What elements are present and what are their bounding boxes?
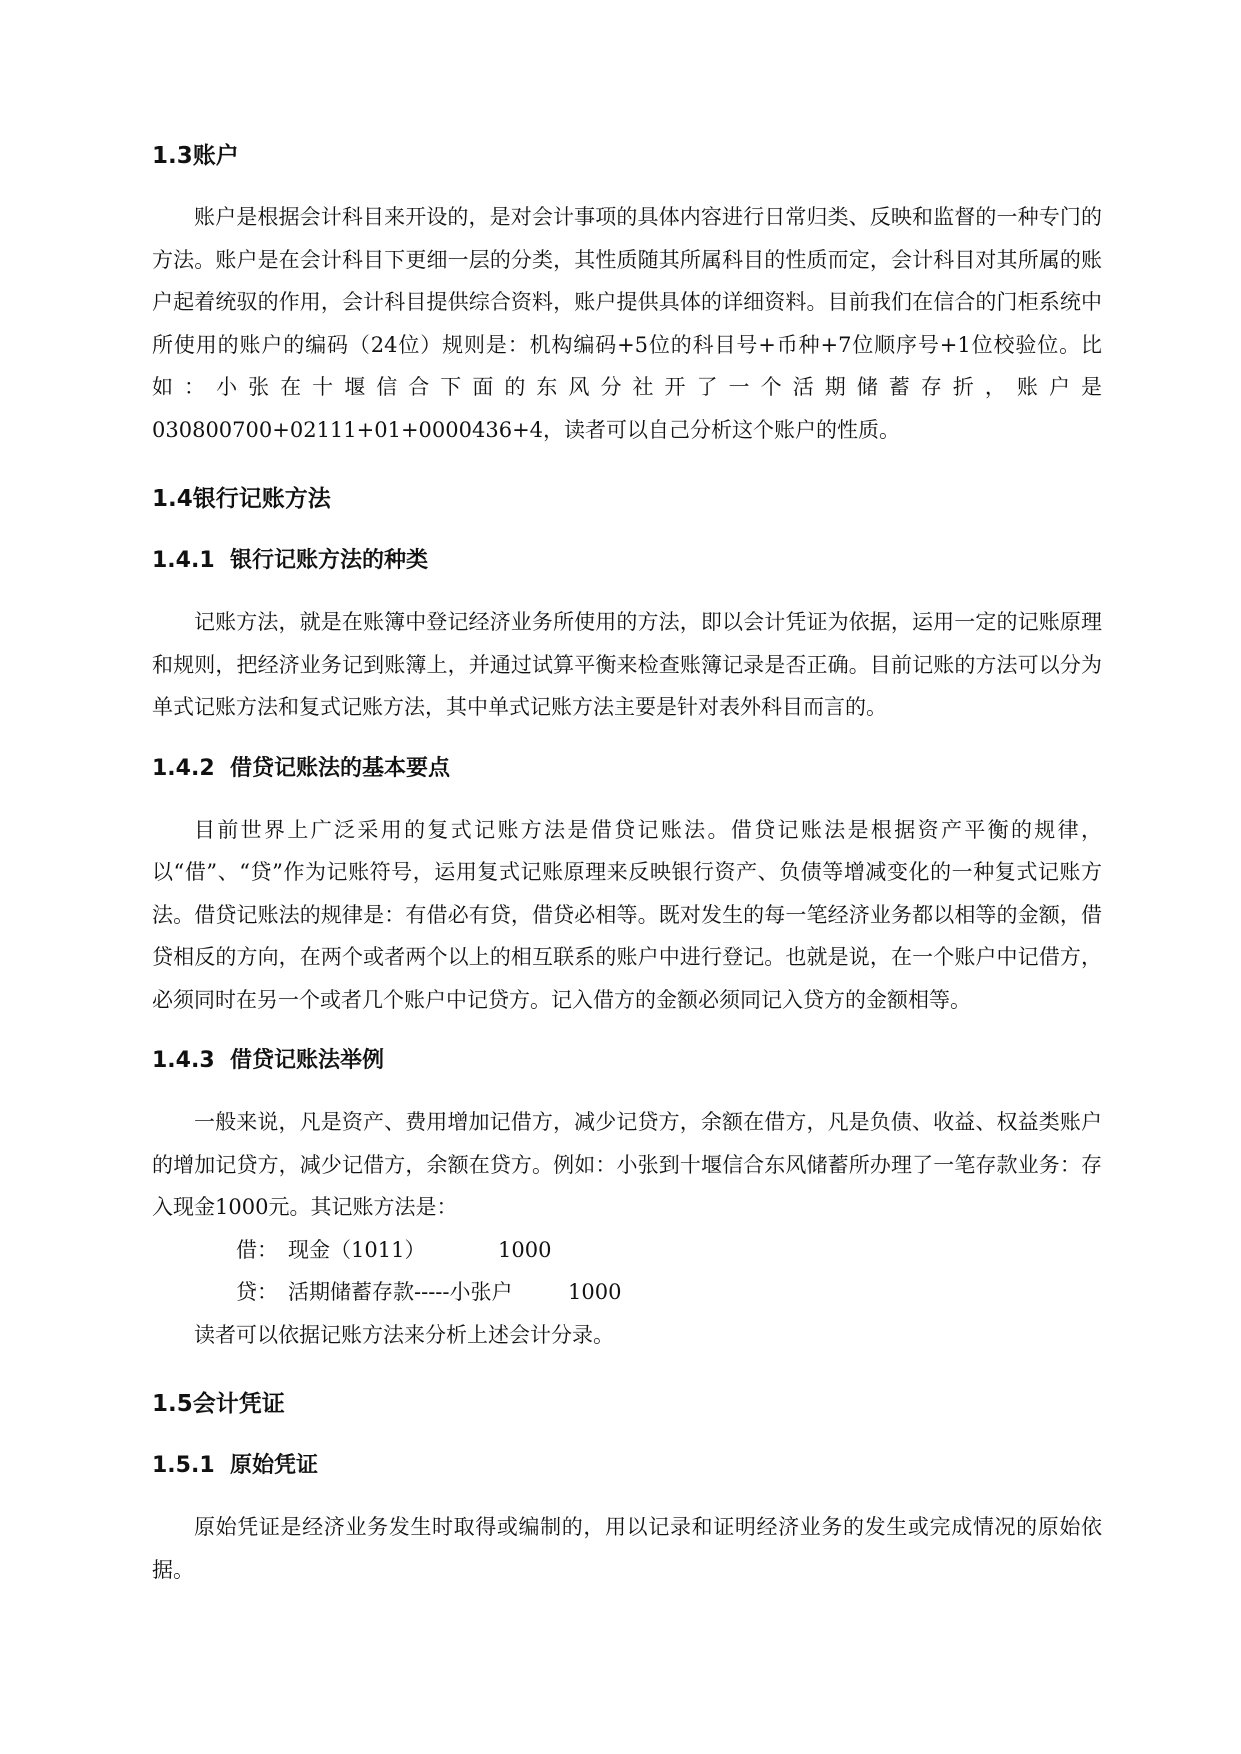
heading-1-4-2	[152, 755, 1102, 783]
heading-number: 1.4.2	[152, 755, 215, 781]
entry-account: 活期储蓄存款-----小张户	[288, 1280, 513, 1304]
heading-text: 借贷记账法的基本要点	[230, 755, 451, 781]
paragraph-accounts: 账户是根据会计科目来开设的，是对会计事项的具体内容进行日常归类、反映和监督的一种专门的方法。账户是在会计科目下更细一层的分类，其性质随其所属科目的性质而定，会计科目对其所属的账户起着统驭的作用，会计科目提供综合资料，账户提供具体的详细资料。目前我们在信合的门柜系统中所使用的账户的编码（24位）规则是：机构编码+5位的科目号+币种+7位顺序号+1位校验位。比如：小张在十堰信合下面的东风分社开了一个活期储蓄存折，账户是030800700+02111+01+0000436+4，读者可以自己分析这个账户的性质。	[152, 205, 1102, 442]
heading-number: 1.4.1	[152, 548, 215, 573]
heading-1-4-1	[152, 547, 1102, 575]
entry-amount: 1000	[568, 1280, 622, 1304]
paragraph-example-intro: 一般来说，凡是资产、费用增加记借方，减少记贷方，余额在借方，凡是负债、收益、权益类账户的增加记贷方，减少记借方，余额在贷方。例如：小张到十堰信合东风储蓄所办理了一笔存款业务：存入现金1000元。其记账方法是：	[152, 1110, 1102, 1219]
paragraph-original-voucher: 原始凭证是经济业务发生时取得或编制的，用以记录和证明经济业务的发生或完成情况的原始依据。	[152, 1515, 1102, 1582]
heading-text: 银行记账方法的种类	[230, 548, 429, 573]
heading-1-5-1	[152, 1452, 1102, 1480]
heading-1-3: 1.3账户	[152, 143, 239, 169]
heading-number: 1.5.1	[152, 1453, 215, 1478]
entry-side: 借：	[236, 1237, 278, 1262]
paragraph-example-note: 读者可以依据记账方法来分析上述会计分录。	[194, 1322, 614, 1347]
heading-text: 原始凭证	[230, 1453, 319, 1478]
heading-1-5: 1.5会计凭证	[152, 1391, 285, 1417]
heading-number: 1.4.3	[152, 1048, 215, 1073]
paragraph-debit-credit-basics: 目前世界上广泛采用的复式记账方法是借贷记账法。借贷记账法是根据资产平衡的规律，以“借”、“贷”作为记账符号，运用复式记账原理来反映银行资产、负债等增减变化的一种复式记账方法。借贷记账法的规律是：有借必有贷，借贷必相等。既对发生的每一笔经济业务都以相等的金额，借贷相反的方向，在两个或者两个以上的相互联系的账户中进行登记。也就是说，在一个账户中记借方，必须同时在另一个或者几个账户中记贷方。记入借方的金额必须同记入贷方的金额相等。	[152, 817, 1102, 1012]
entry-side: 贷：	[236, 1280, 278, 1304]
heading-1-4: 1.4银行记账方法	[152, 486, 331, 512]
paragraph-method-types: 记账方法，就是在账簿中登记经济业务所使用的方法，即以会计凭证为依据，运用一定的记账原理和规则，把经济业务记到账簿上，并通过试算平衡来检查账簿记录是否正确。目前记账的方法可以分为单式记账方法和复式记账方法，其中单式记账方法主要是针对表外科目而言的。	[152, 610, 1102, 719]
journal-entry-credit	[152, 1271, 1102, 1314]
document-content	[152, 142, 1102, 1591]
journal-entry-debit	[152, 1229, 1102, 1272]
heading-text: 借贷记账法举例	[230, 1048, 385, 1073]
entry-account: 现金（1011）	[288, 1237, 426, 1262]
heading-1-4-3	[152, 1047, 1102, 1075]
entry-amount: 1000	[498, 1237, 552, 1262]
journal-entries	[152, 1229, 1102, 1314]
